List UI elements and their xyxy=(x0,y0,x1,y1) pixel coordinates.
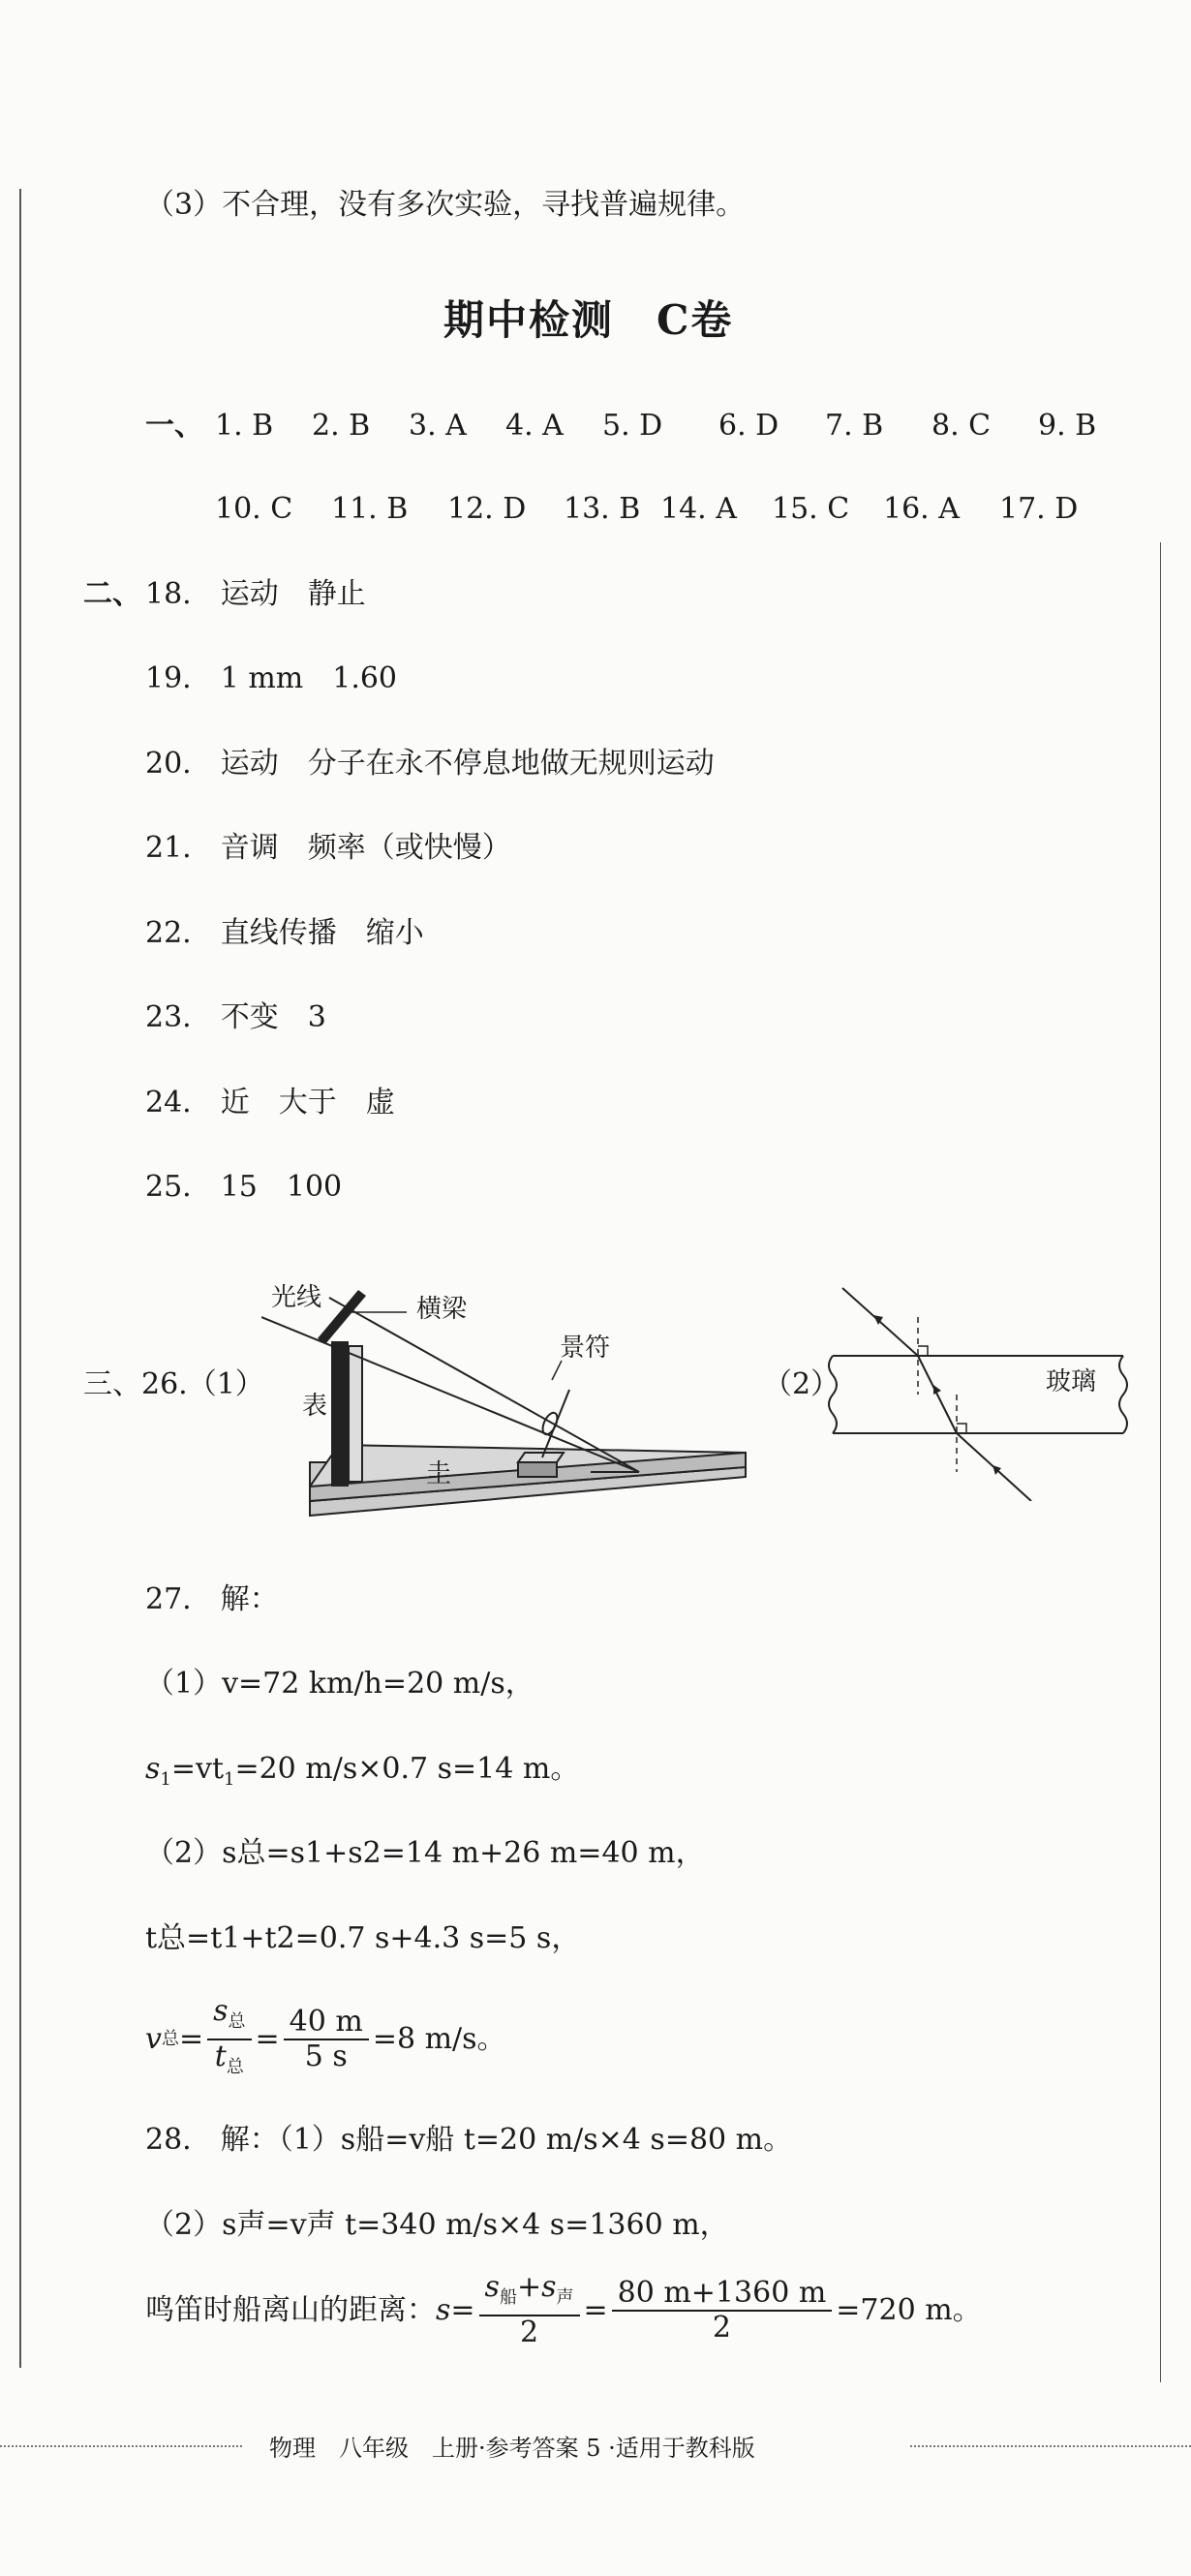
section3-label: 三、26.（1） xyxy=(83,1367,264,1401)
s2-item: 25. 15 100 xyxy=(145,1170,343,1204)
answer: 13. B xyxy=(564,492,641,526)
label-light: 光线 xyxy=(271,1283,322,1312)
answer: 16. A xyxy=(883,492,960,526)
label-pole: 表 xyxy=(302,1392,328,1421)
answer: 9. B xyxy=(1038,409,1097,443)
page-title: 期中检测 C卷 xyxy=(443,296,734,344)
refraction-figure xyxy=(813,1278,1143,1501)
footer-dash-right xyxy=(910,2445,1191,2447)
answer: 15. C xyxy=(772,492,850,526)
s2-item: 20. 运动 分子在永不停息地做无规则运动 xyxy=(145,747,715,781)
answer: 4. A xyxy=(505,409,564,443)
section1-label: 一、 xyxy=(145,409,203,443)
answer: 17. D xyxy=(999,492,1079,526)
s2-item: 19. 1 mm 1.60 xyxy=(145,661,398,695)
label-marker: 景符 xyxy=(560,1334,611,1363)
q27-line1: （1）v=72 km/h=20 m/s， xyxy=(145,1667,534,1701)
label-glass: 玻璃 xyxy=(1046,1367,1097,1396)
s2-item: 21. 音调 频率（或快慢） xyxy=(145,831,511,865)
q28-line3: 鸣笛时船离山的距离： s = $\frac{s_船+s_声}{2}$ = $\frac{80 m+1360 m}{2}$ =720 m。 xyxy=(145,2270,982,2349)
q27-line3: （2）s总=s1+s2=14 m+26 m=40 m， xyxy=(145,1836,705,1870)
s2-item: 18. 运动 静止 xyxy=(145,577,366,611)
footer-dash-left xyxy=(0,2445,242,2447)
right-margin-line xyxy=(1160,542,1161,2382)
q27-line4: t总=t1+t2=0.7 s+4.3 s=5 s， xyxy=(145,1921,581,1955)
label-base: 圭 xyxy=(426,1459,452,1488)
section2-label: 二、 xyxy=(83,577,141,611)
answer: 3. A xyxy=(409,409,467,443)
answer: 12. D xyxy=(447,492,527,526)
answer: 14. A xyxy=(660,492,737,526)
q28-line2: （2）s声=v声 t=340 m/s×4 s=1360 m， xyxy=(145,2208,729,2242)
q27-head: 27. 解： xyxy=(145,1582,279,1616)
answer: 6. D xyxy=(718,409,779,443)
footer-text: 物理 八年级 上册·参考答案 5 ·适用于教科版 xyxy=(269,2435,755,2462)
answer: 7. B xyxy=(825,409,884,443)
answer: 10. C xyxy=(215,492,293,526)
s2-item: 23. 不变 3 xyxy=(145,1000,326,1034)
label-beam: 横梁 xyxy=(416,1295,468,1324)
q28-line1: 28. 解：（1）s船=v船 t=20 m/s×4 s=80 m。 xyxy=(145,2123,793,2157)
part2-label: （2） xyxy=(763,1367,840,1401)
answer: 11. B xyxy=(331,492,409,526)
answer: 5. D xyxy=(602,409,663,443)
gnomon-figure xyxy=(261,1269,765,1520)
q27-line5: v 总 = $\frac{s_总}{t_总}$ = $\frac{40 m}{5 s}$ =8 m/s。 xyxy=(145,1994,506,2077)
answer: 2. B xyxy=(312,409,371,443)
s2-item: 24. 近 大于 虚 xyxy=(145,1086,395,1119)
q27-line2: $s_1=vt_1=20$ m/s×0.7 s=14 m。 xyxy=(145,1752,580,1790)
answer: 1. B xyxy=(215,409,274,443)
s2-item: 22. 直线传播 缩小 xyxy=(145,916,424,950)
answer: 8. C xyxy=(931,409,992,443)
left-margin-line xyxy=(19,189,21,2368)
top-line: （3）不合理，没有多次实验，寻找普遍规律。 xyxy=(145,188,746,222)
